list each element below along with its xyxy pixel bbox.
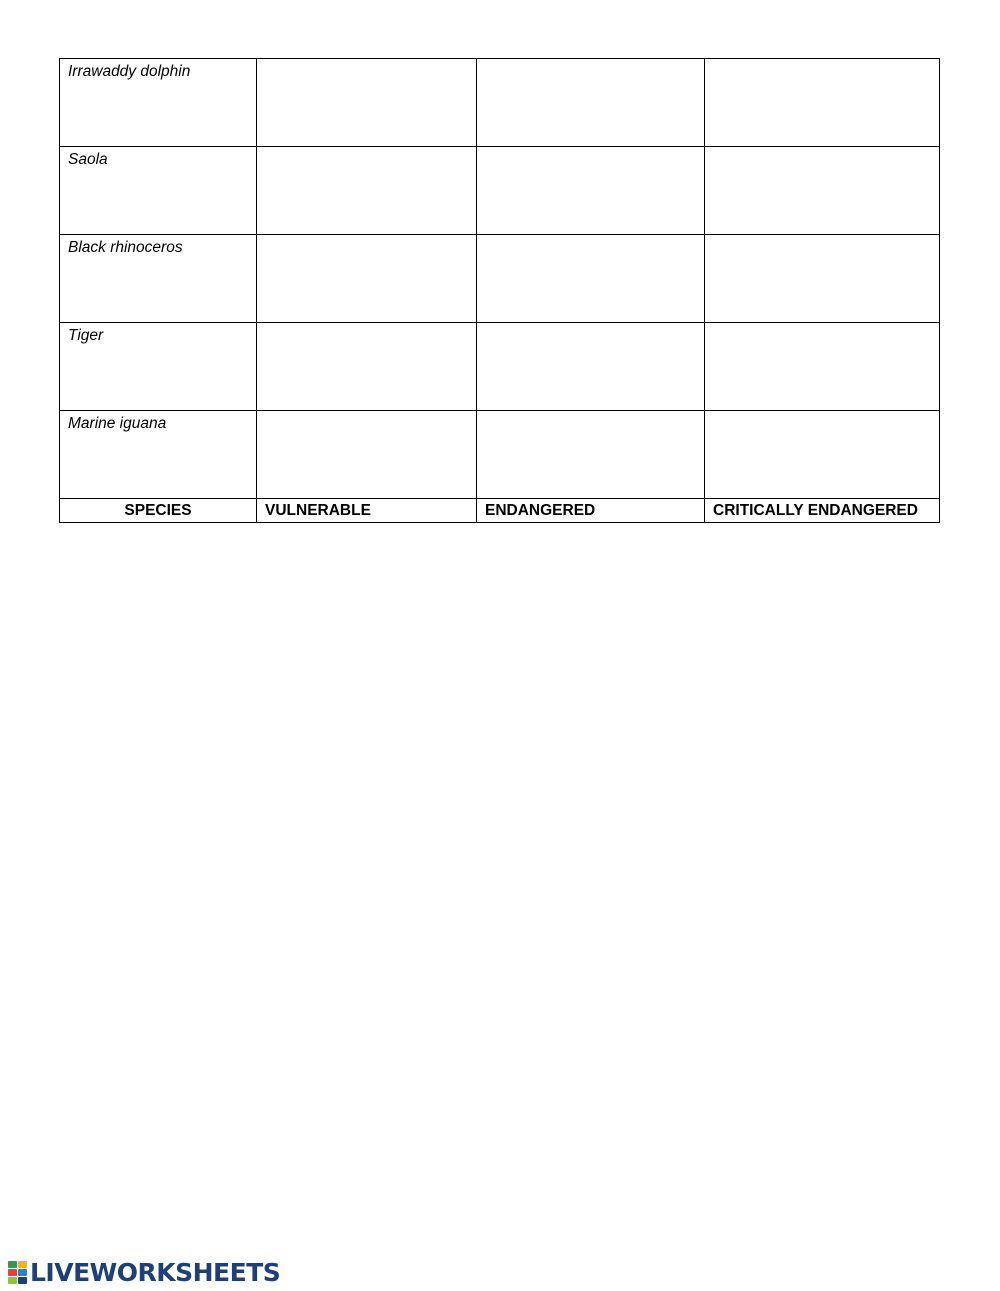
critically-endangered-drop-cell[interactable] bbox=[705, 411, 940, 499]
vulnerable-drop-cell[interactable] bbox=[257, 147, 477, 235]
table-row bbox=[60, 235, 940, 323]
species-cell bbox=[60, 147, 257, 235]
logo-block bbox=[18, 1269, 27, 1276]
endangered-drop-cell[interactable] bbox=[477, 147, 705, 235]
endangered-drop-cell[interactable] bbox=[477, 411, 705, 499]
logo-block bbox=[18, 1261, 27, 1268]
logo-block bbox=[8, 1269, 17, 1276]
species-name: Black rhinoceros bbox=[68, 239, 183, 256]
table-row bbox=[60, 411, 940, 499]
endangered-drop-cell[interactable] bbox=[477, 235, 705, 323]
critically-endangered-drop-cell[interactable] bbox=[705, 323, 940, 411]
species-name: Tiger bbox=[68, 327, 104, 344]
logo-block bbox=[18, 1277, 27, 1284]
species-name: Marine iguana bbox=[68, 415, 167, 432]
header-critically-endangered: CRITICALLY ENDANGERED bbox=[705, 499, 940, 523]
liveworksheets-logo bbox=[8, 1259, 280, 1287]
critically-endangered-drop-cell[interactable] bbox=[705, 59, 940, 147]
vulnerable-drop-cell[interactable] bbox=[257, 59, 477, 147]
logo-block bbox=[8, 1261, 17, 1268]
liveworksheets-logo-icon bbox=[8, 1261, 28, 1285]
species-cell bbox=[60, 59, 257, 147]
endangered-drop-cell[interactable] bbox=[477, 323, 705, 411]
vulnerable-drop-cell[interactable] bbox=[257, 323, 477, 411]
header-endangered: ENDANGERED bbox=[477, 499, 705, 523]
header-vulnerable: VULNERABLE bbox=[257, 499, 477, 523]
species-cell bbox=[60, 235, 257, 323]
table-row bbox=[60, 59, 940, 147]
species-cell bbox=[60, 323, 257, 411]
vulnerable-drop-cell[interactable] bbox=[257, 411, 477, 499]
species-name: Irrawaddy dolphin bbox=[68, 63, 191, 80]
table-row bbox=[60, 147, 940, 235]
endangered-drop-cell[interactable] bbox=[477, 59, 705, 147]
critically-endangered-drop-cell[interactable] bbox=[705, 235, 940, 323]
critically-endangered-drop-cell[interactable] bbox=[705, 147, 940, 235]
header-species: SPECIES bbox=[60, 499, 257, 523]
table-row bbox=[60, 323, 940, 411]
species-name: Saola bbox=[68, 151, 108, 168]
column-headers-row bbox=[60, 499, 940, 523]
logo-text: LIVEWORKSHEETS bbox=[30, 1258, 281, 1287]
classification-table bbox=[59, 58, 940, 523]
vulnerable-drop-cell[interactable] bbox=[257, 235, 477, 323]
logo-block bbox=[8, 1277, 17, 1284]
species-cell bbox=[60, 411, 257, 499]
